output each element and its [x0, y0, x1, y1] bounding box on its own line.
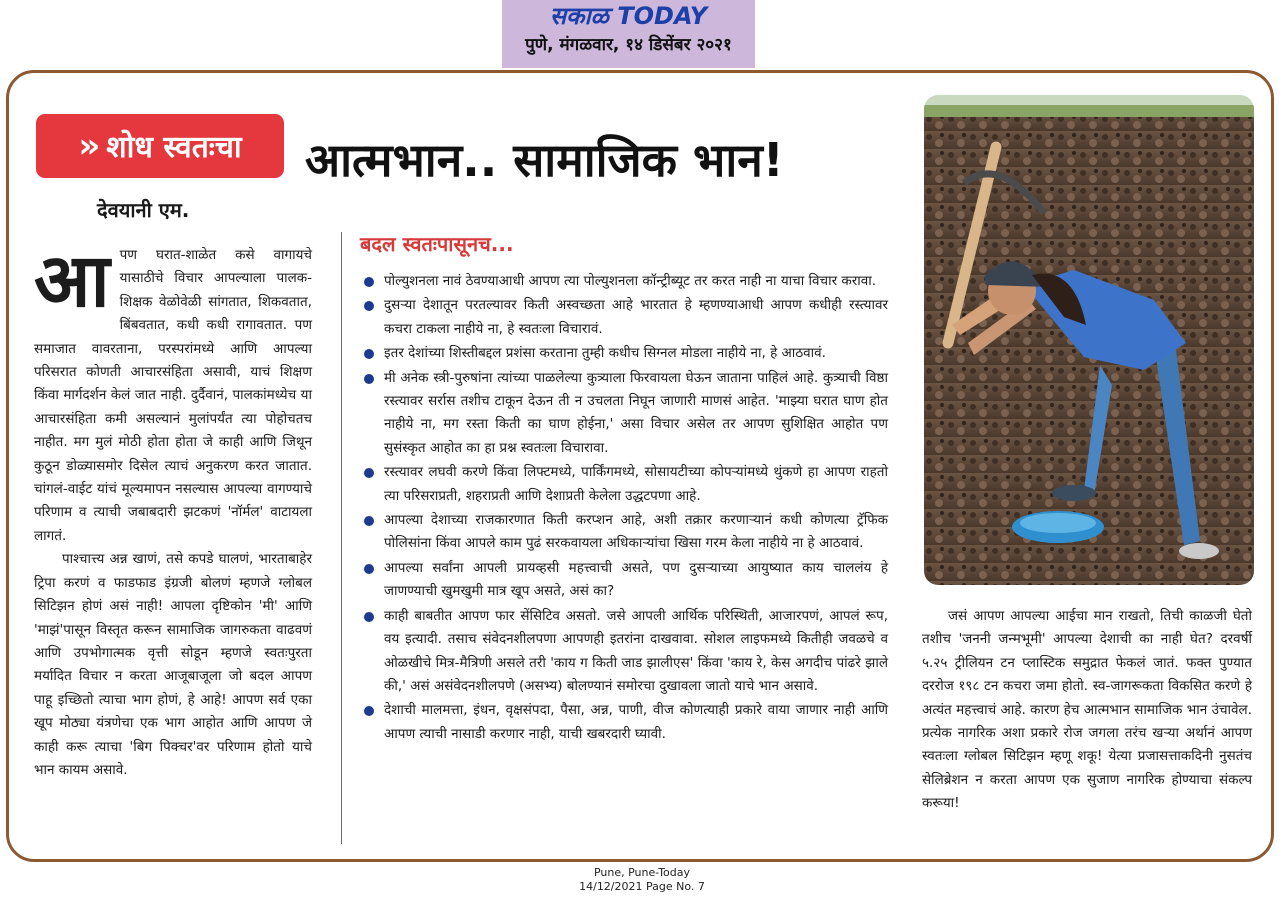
list-item-text: मी अनेक स्त्री-पुरुषांना त्यांच्या पाळलेल्या कुत्र्याला फिरवायला घेऊन जाताना पाहिलं आहे. कुत्र्याची विष्ठा रस्त्यावर सर्रास तशीच टाकून देऊन ती न उचलता निघून जाणारी माणसं आहेत. 'माझ्या घरात घाण होत नाहीये ना, मग रस्ता किती का घाण होईना,' असा विचार असेल तर आपण सुशिक्षित आहोत पण सुसंस्कृत आहोत का हा प्रश्न स्वतःला विचारावा.: [384, 369, 888, 456]
paragraph-text: पण घरात-शाळेत कसे वागायचे यासाठीचे विचार आपल्याला पालक-शिक्षक वेळोवेळी सांगतात, शिकवतात, बिंबवतात, कधी कधी रागावतात. पण समाजात वावरताना, परस्परांमध्ये आणि आपल्या परिसरात कोणती आचारसंहिता असावी, याचं शिक्षण किंवा मार्गदर्शन केलं जात नाही. दुर्दैवानं, पालकांमध्येच या आचारसंहिता कमी असल्यानं मुलांपर्यंत त्या पोहोचतच नाहीत. मग मुलं मोठी होता होता जे काही आणि जिथून कुठून डोळ्यासमोर दिसेल त्याचं अनुकरण करत जातात. चांगलं-वाईट यांचं मूल्यमापन नसल्यास आपल्या वागण्याचे परिणाम व त्याची जबाबदारी झटकणं 'नॉर्मल' वाटायला लागतं.: [34, 247, 312, 544]
bullet-icon: [364, 349, 374, 359]
paragraph: पाश्चात्त्य अन्न खाणं, तसे कपडे घालणं, भारताबाहेर ट्रिपा करणं व फाडफाड इंग्रजी बोलणं म्हणजे ग्लोबल सिटिझन होणं असं नाही! आपला दृष्टिकोन 'मी' आणि 'माझं'पासून विस्तृत करून सामाजिक जागरुकता वाढवणं आणि उपभोगात्मक वृत्ती सोडून म्हणजे स्वतःपुरता मर्यादित विचार न करता आजूबाजूला जो बदल आपण पाहू इच्छितो त्याचा भाग होणं, हे आहे! आपण सर्व एका खूप मोठ्या यंत्रणेचा एक भाग आहोत आणि आपण जे काही करू त्याचा 'बिग पिक्चर'वर परिणाम होतो याचे भान कायम असावे.: [34, 551, 312, 778]
list-item: [360, 557, 888, 604]
bullet-icon: [364, 374, 374, 384]
bullet-list: [360, 270, 888, 747]
list-item: [360, 342, 888, 365]
paragraph: [34, 238, 312, 548]
article-column-3: [922, 605, 1252, 816]
column-divider: [341, 232, 342, 844]
bullet-icon: [364, 612, 374, 622]
byline: देवयानी एम.: [97, 198, 190, 222]
bullet-icon: [364, 301, 374, 311]
list-item-text: दुसऱ्या देशातून परतल्यावर किती अस्वच्छता आहे भारतात हे म्हणण्याआधी आपण कधीही रस्त्यावर कचरा टाकला नाहीये ना, हे स्वतःला विचारावं.: [384, 297, 888, 337]
list-item-text: आपल्या देशाच्या राजकारणात किती करप्शन आहे, अशी तक्रार करणाऱ्यानं कधी कोणत्या ट्रॅफिक पोलिसांना किंवा आपले काम पुढं सरकवायला अधिकाऱ्यांचा खिसा गरम केला नाहीये ना हे आठवावं.: [384, 512, 888, 552]
footer-date-page: 14/12/2021 Page No. 7: [579, 880, 705, 893]
page-footer: [0, 866, 1284, 894]
list-item-text: देशाची मालमत्ता, इंधन, वृक्षसंपदा, पैसा, अन्न, पाणी, वीज कोणत्याही प्रकारे वाया जाणार नाही आणि आपण त्याची नासाडी करणार नाही, याची खबरदारी घ्यावी.: [384, 702, 888, 742]
drop-cap: आ: [34, 238, 110, 324]
list-item: [360, 605, 888, 699]
double-chevron-icon: »: [78, 126, 101, 166]
section-tag: [36, 114, 284, 178]
footer-edition: Pune, Pune-Today: [593, 866, 691, 879]
bullet-icon: [364, 277, 374, 287]
list-item: [360, 367, 888, 461]
list-item: [360, 294, 888, 341]
masthead: [502, 0, 755, 68]
list-item: [360, 270, 888, 293]
bullet-icon: [364, 564, 374, 574]
masthead-logo: सकाळ TODAY: [549, 2, 708, 30]
bullet-icon: [364, 706, 374, 716]
subheading: बदल स्वतःपासूनच...: [360, 232, 514, 256]
article-column-1: [34, 238, 312, 782]
list-item-text: पोल्युशनला नावं ठेवण्याआधी आपण त्या पोल्युशनला कॉन्ट्रीब्यूट तर करत नाही ना याचा विचार करावा.: [384, 273, 877, 289]
list-item-text: आपल्या सर्वांना आपली प्रायव्हसी महत्त्वाची असते, पण दुसऱ्याच्या आयुष्यात काय चाललंय हे जाणण्याची खुमखुमी मात्र खूप असते, असं का?: [384, 559, 888, 600]
bullet-icon: [364, 468, 374, 478]
list-item: [360, 509, 888, 556]
list-item: [360, 461, 888, 508]
section-tag-label: शोध स्वतःचा: [106, 130, 242, 165]
article-photo: [924, 95, 1254, 585]
list-item-text: काही बाबतीत आपण फार सेंसिटिव असतो. जसे आपली आर्थिक परिस्थिती, आजारपणं, आपलं रूप, वय इत्यादी. तसाच संवेदनशीलपणा आपणही इतरांना दाखवावा. सोशल लाइफमध्ये कितीही जवळचे व ओळखीचे मित्र-मैत्रिणी असले तरी 'काय ग किती जाड झालीएस' किंवा 'काय रे, केस अगदीच पांढरे झाले की,' असं असंवेदनशीलपणे (असभ्य) बोलण्यानं समोरचा दुखावला जातो याचे भान असावे.: [384, 607, 888, 694]
person-digging-illustration: [924, 95, 1254, 585]
list-item-text: इतर देशांच्या शिस्तीबद्दल प्रशंसा करताना तुम्ही कधीच सिग्नल मोडला नाहीये ना, हे आठवावं.: [384, 345, 826, 362]
masthead-date: पुणे, मंगळवार, १४ डिसेंबर २०२१: [525, 35, 732, 55]
list-item: [360, 699, 888, 746]
headline: आत्मभान.. सामाजिक भान!: [305, 133, 784, 187]
paragraph: जसं आपण आपल्या आईचा मान राखतो, तिची काळजी घेतो तशीच 'जननी जन्मभूमी' आपल्या देशाची का नाही घेत? दरवर्षी ५.२५ ट्रीलियन टन प्लास्टिक समुद्रात फेकलं जातं. फक्त पुण्यात दररोज १९८ टन कचरा जमा होतो. स्व-जागरूकता विकसित करणे हे अत्यंत महत्त्वाचं आहे. कारण हेच आत्मभान सामाजिक भान उंचावेल. प्रत्येक नागरिक अशा प्रकारे रोज जगला तरंच खऱ्या अर्थानं आपण स्वतःला ग्लोबल सिटिझन म्हणू शकू! येत्या प्रजासत्ताकदिनी नुसतंच सेलिब्रेशन न करता आपण एक सुजाण नागरिक होण्याचा संकल्प करूया!: [922, 608, 1252, 812]
list-item-text: रस्त्यावर लघवी करणे किंवा लिफ्टमध्ये, पार्किंगमध्ये, सोसायटीच्या कोपऱ्यांमध्ये थुंकणे हा आपण राहतो त्या परिसराप्रती, शहराप्रती आणि देशाप्रती केलेला उद्धटपणा आहे.: [384, 464, 888, 504]
bullet-icon: [364, 516, 374, 526]
